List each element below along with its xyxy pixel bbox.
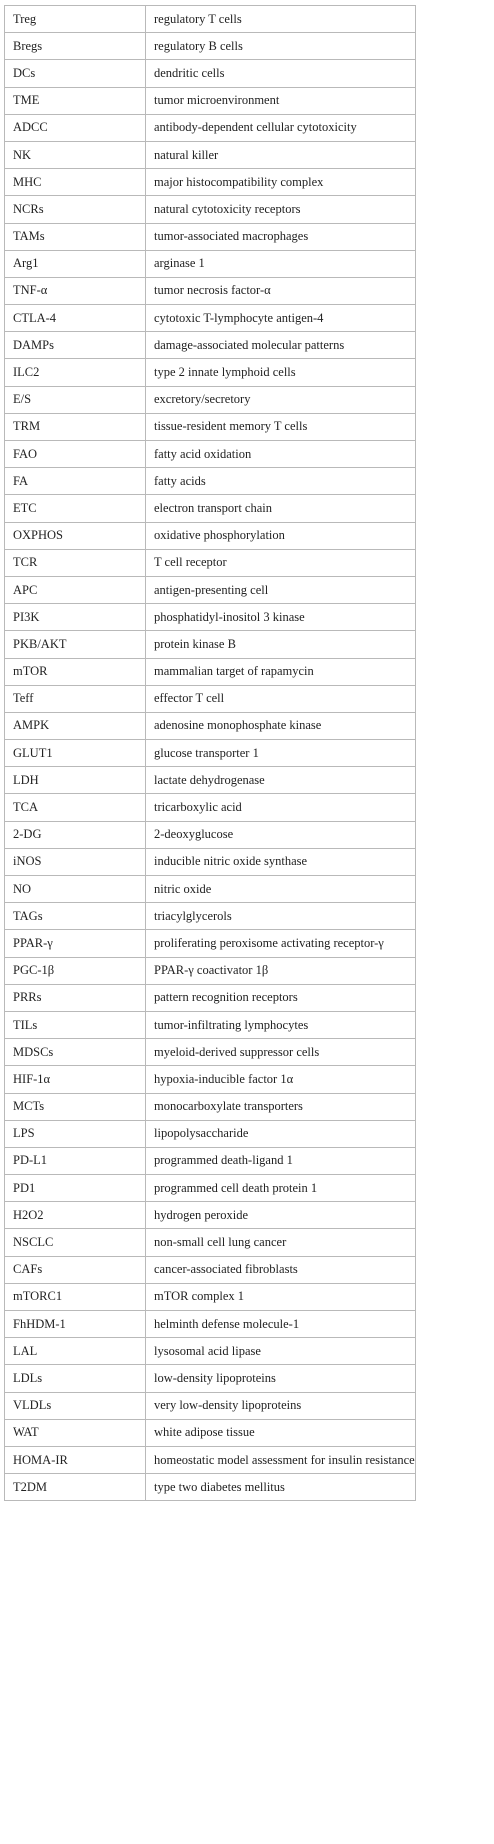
definition-cell: low-density lipoproteins xyxy=(146,1365,416,1392)
table-row xyxy=(5,495,416,522)
table-row xyxy=(5,1446,416,1473)
table-row xyxy=(5,1039,416,1066)
abbreviation-cell: PKB/AKT xyxy=(5,631,146,658)
table-row xyxy=(5,1419,416,1446)
abbreviation-cell: iNOS xyxy=(5,848,146,875)
table-row xyxy=(5,1283,416,1310)
definition-cell: tumor microenvironment xyxy=(146,87,416,114)
definition-cell: antibody-dependent cellular cytotoxicity xyxy=(146,114,416,141)
table-row xyxy=(5,305,416,332)
table-row xyxy=(5,767,416,794)
abbreviation-cell: mTORC1 xyxy=(5,1283,146,1310)
abbreviation-cell: NCRs xyxy=(5,196,146,223)
abbreviation-cell: MDSCs xyxy=(5,1039,146,1066)
definition-cell: fatty acids xyxy=(146,468,416,495)
abbreviation-cell: NSCLC xyxy=(5,1229,146,1256)
definition-cell: tricarboxylic acid xyxy=(146,794,416,821)
abbreviation-cell: Teff xyxy=(5,685,146,712)
table-row xyxy=(5,984,416,1011)
abbreviation-cell: VLDLs xyxy=(5,1392,146,1419)
definition-cell: lysosomal acid lipase xyxy=(146,1338,416,1365)
definition-cell: T cell receptor xyxy=(146,549,416,576)
table-row xyxy=(5,685,416,712)
table-row xyxy=(5,712,416,739)
table-row xyxy=(5,848,416,875)
abbreviation-cell: PD-L1 xyxy=(5,1147,146,1174)
definition-cell: oxidative phosphorylation xyxy=(146,522,416,549)
table-row xyxy=(5,413,416,440)
definition-cell: regulatory T cells xyxy=(146,6,416,33)
table-row xyxy=(5,1392,416,1419)
definition-cell: phosphatidyl-inositol 3 kinase xyxy=(146,604,416,631)
table-row xyxy=(5,1202,416,1229)
abbreviation-cell: NK xyxy=(5,141,146,168)
definition-cell: tumor-associated macrophages xyxy=(146,223,416,250)
definition-cell: PPAR-γ coactivator 1β xyxy=(146,957,416,984)
definition-cell: arginase 1 xyxy=(146,250,416,277)
table-row xyxy=(5,169,416,196)
definition-cell: programmed cell death protein 1 xyxy=(146,1175,416,1202)
definition-cell: hydrogen peroxide xyxy=(146,1202,416,1229)
table-row xyxy=(5,87,416,114)
abbreviations-table xyxy=(4,5,416,1501)
abbreviation-cell: LPS xyxy=(5,1120,146,1147)
abbreviation-cell: FA xyxy=(5,468,146,495)
table-row xyxy=(5,658,416,685)
table-row xyxy=(5,468,416,495)
definition-cell: protein kinase B xyxy=(146,631,416,658)
abbreviation-cell: HOMA-IR xyxy=(5,1446,146,1473)
definition-cell: fatty acid oxidation xyxy=(146,441,416,468)
table-row xyxy=(5,250,416,277)
definition-cell: mammalian target of rapamycin xyxy=(146,658,416,685)
abbreviation-cell: WAT xyxy=(5,1419,146,1446)
abbreviation-cell: PRRs xyxy=(5,984,146,1011)
abbreviation-cell: ADCC xyxy=(5,114,146,141)
table-row xyxy=(5,141,416,168)
abbreviation-cell: MCTs xyxy=(5,1093,146,1120)
definition-cell: dendritic cells xyxy=(146,60,416,87)
table-row xyxy=(5,1066,416,1093)
table-row xyxy=(5,740,416,767)
abbreviation-cell: OXPHOS xyxy=(5,522,146,549)
abbreviation-cell: LAL xyxy=(5,1338,146,1365)
table-row xyxy=(5,1147,416,1174)
definition-cell: major histocompatibility complex xyxy=(146,169,416,196)
abbreviation-cell: DCs xyxy=(5,60,146,87)
abbreviation-cell: PI3K xyxy=(5,604,146,631)
abbreviation-cell: TCA xyxy=(5,794,146,821)
definition-cell: helminth defense molecule-1 xyxy=(146,1311,416,1338)
definition-cell: 2-deoxyglucose xyxy=(146,821,416,848)
abbreviation-cell: T2DM xyxy=(5,1474,146,1501)
table-row xyxy=(5,1311,416,1338)
table-row xyxy=(5,223,416,250)
abbreviation-cell: E/S xyxy=(5,386,146,413)
abbreviation-cell: HIF-1α xyxy=(5,1066,146,1093)
table-row xyxy=(5,1011,416,1038)
abbreviation-cell: TAGs xyxy=(5,903,146,930)
table-row xyxy=(5,332,416,359)
table-row xyxy=(5,359,416,386)
abbreviation-cell: CAFs xyxy=(5,1256,146,1283)
abbreviation-cell: Arg1 xyxy=(5,250,146,277)
definition-cell: white adipose tissue xyxy=(146,1419,416,1446)
abbreviation-cell: PPAR-γ xyxy=(5,930,146,957)
table-row xyxy=(5,604,416,631)
definition-cell: triacylglycerols xyxy=(146,903,416,930)
abbreviation-cell: TME xyxy=(5,87,146,114)
table-row xyxy=(5,1338,416,1365)
definition-cell: effector T cell xyxy=(146,685,416,712)
table-row xyxy=(5,1120,416,1147)
table-row xyxy=(5,1256,416,1283)
abbreviation-cell: AMPK xyxy=(5,712,146,739)
definition-cell: lipopolysaccharide xyxy=(146,1120,416,1147)
definition-cell: tumor necrosis factor-α xyxy=(146,277,416,304)
definition-cell: mTOR complex 1 xyxy=(146,1283,416,1310)
definition-cell: myeloid-derived suppressor cells xyxy=(146,1039,416,1066)
table-row xyxy=(5,1175,416,1202)
abbreviation-cell: LDH xyxy=(5,767,146,794)
definition-cell: natural cytotoxicity receptors xyxy=(146,196,416,223)
table-row xyxy=(5,930,416,957)
abbreviation-cell: Bregs xyxy=(5,33,146,60)
abbreviation-cell: H2O2 xyxy=(5,1202,146,1229)
table-row xyxy=(5,903,416,930)
abbreviation-cell: TRM xyxy=(5,413,146,440)
table-row xyxy=(5,957,416,984)
definition-cell: cytotoxic T-lymphocyte antigen-4 xyxy=(146,305,416,332)
table-row xyxy=(5,522,416,549)
definition-cell: pattern recognition receptors xyxy=(146,984,416,1011)
definition-cell: excretory/secretory xyxy=(146,386,416,413)
definition-cell: monocarboxylate transporters xyxy=(146,1093,416,1120)
definition-cell: tumor-infiltrating lymphocytes xyxy=(146,1011,416,1038)
abbreviation-cell: Treg xyxy=(5,6,146,33)
table-row xyxy=(5,549,416,576)
table-row xyxy=(5,114,416,141)
abbreviation-cell: CTLA-4 xyxy=(5,305,146,332)
table-row xyxy=(5,631,416,658)
definition-cell: homeostatic model assessment for insulin resistance xyxy=(146,1446,416,1473)
definition-cell: hypoxia-inducible factor 1α xyxy=(146,1066,416,1093)
abbreviation-cell: PGC-1β xyxy=(5,957,146,984)
definition-cell: lactate dehydrogenase xyxy=(146,767,416,794)
abbreviation-cell: FhHDM-1 xyxy=(5,1311,146,1338)
definition-cell: type two diabetes mellitus xyxy=(146,1474,416,1501)
definition-cell: glucose transporter 1 xyxy=(146,740,416,767)
definition-cell: tissue-resident memory T cells xyxy=(146,413,416,440)
table-row xyxy=(5,1229,416,1256)
table-row xyxy=(5,277,416,304)
definition-cell: damage-associated molecular patterns xyxy=(146,332,416,359)
abbreviation-cell: MHC xyxy=(5,169,146,196)
table-row xyxy=(5,821,416,848)
definition-cell: type 2 innate lymphoid cells xyxy=(146,359,416,386)
definition-cell: very low-density lipoproteins xyxy=(146,1392,416,1419)
definition-cell: inducible nitric oxide synthase xyxy=(146,848,416,875)
table-row xyxy=(5,576,416,603)
definition-cell: electron transport chain xyxy=(146,495,416,522)
definition-cell: natural killer xyxy=(146,141,416,168)
definition-cell: non-small cell lung cancer xyxy=(146,1229,416,1256)
table-row xyxy=(5,33,416,60)
table-row xyxy=(5,441,416,468)
abbreviation-cell: FAO xyxy=(5,441,146,468)
abbreviation-cell: mTOR xyxy=(5,658,146,685)
abbreviation-cell: TCR xyxy=(5,549,146,576)
table-row xyxy=(5,794,416,821)
abbreviation-cell: ETC xyxy=(5,495,146,522)
definition-cell: cancer-associated fibroblasts xyxy=(146,1256,416,1283)
table-row xyxy=(5,1474,416,1501)
definition-cell: regulatory B cells xyxy=(146,33,416,60)
abbreviation-cell: APC xyxy=(5,576,146,603)
abbreviation-cell: TAMs xyxy=(5,223,146,250)
abbreviation-cell: NO xyxy=(5,876,146,903)
definition-cell: nitric oxide xyxy=(146,876,416,903)
abbreviation-cell: DAMPs xyxy=(5,332,146,359)
table-row xyxy=(5,60,416,87)
table-row xyxy=(5,876,416,903)
abbreviation-cell: ILC2 xyxy=(5,359,146,386)
abbreviation-cell: LDLs xyxy=(5,1365,146,1392)
abbreviations-table-body xyxy=(5,6,416,1501)
table-row xyxy=(5,1093,416,1120)
definition-cell: antigen-presenting cell xyxy=(146,576,416,603)
table-row xyxy=(5,6,416,33)
abbreviation-cell: GLUT1 xyxy=(5,740,146,767)
abbreviation-cell: 2-DG xyxy=(5,821,146,848)
table-row xyxy=(5,386,416,413)
definition-cell: proliferating peroxisome activating receptor-γ xyxy=(146,930,416,957)
abbreviation-cell: PD1 xyxy=(5,1175,146,1202)
abbreviation-cell: TNF-α xyxy=(5,277,146,304)
definition-cell: programmed death-ligand 1 xyxy=(146,1147,416,1174)
definition-cell: adenosine monophosphate kinase xyxy=(146,712,416,739)
abbreviation-cell: TILs xyxy=(5,1011,146,1038)
table-row xyxy=(5,1365,416,1392)
table-row xyxy=(5,196,416,223)
